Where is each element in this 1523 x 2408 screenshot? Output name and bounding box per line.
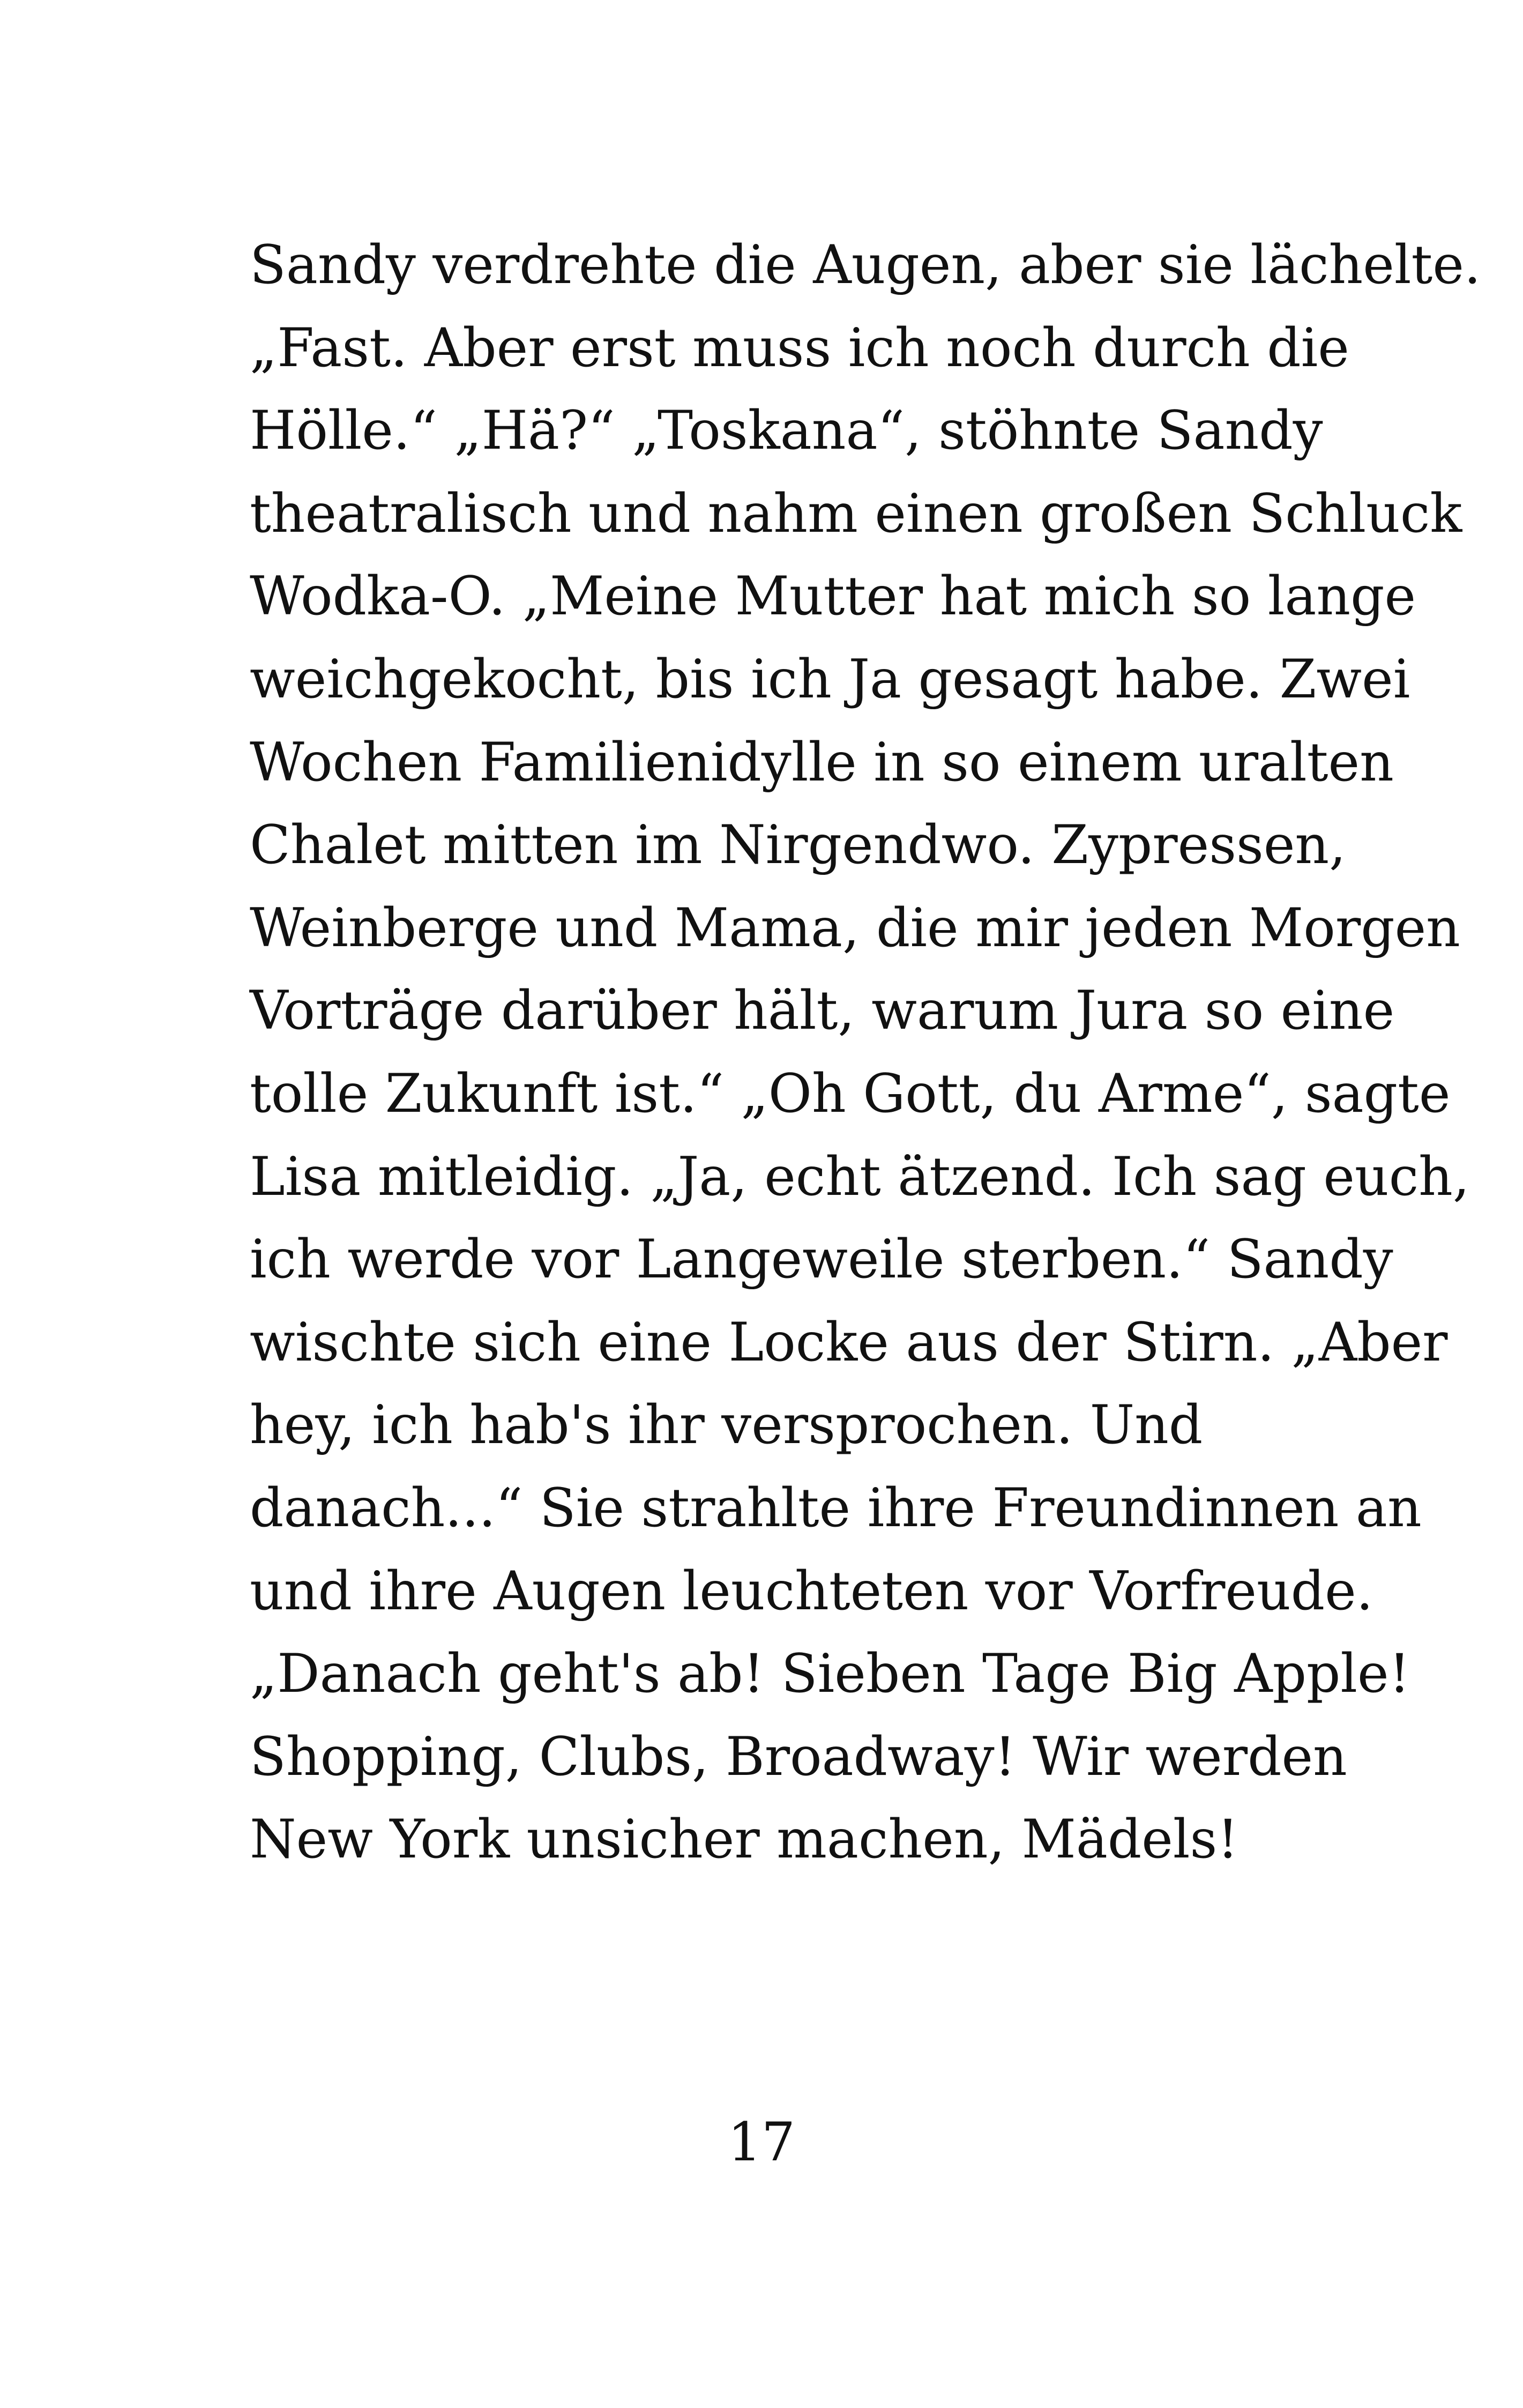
text-line-16: danach...“ Sie strahlte ihre Freundinnen an: [250, 1477, 1422, 1539]
text-line-5: Wodka-O. „Meine Mutter hat mich so lange: [250, 566, 1416, 628]
text-line-19: Shopping, Clubs, Broadway! Wir werden: [250, 1726, 1347, 1788]
page-number: 17: [728, 2112, 795, 2173]
text-line-1: Sandy verdrehte die Augen, aber sie lächelte.: [250, 234, 1481, 296]
text-line-4: theatralisch und nahm einen großen Schluck: [250, 482, 1462, 545]
text-line-2: „Fast. Aber erst muss ich noch durch die: [250, 317, 1349, 379]
text-line-14: wischte sich eine Locke aus der Stirn. „Aber: [250, 1311, 1448, 1373]
text-line-7: Wochen Familienidylle in so einem uralten: [250, 731, 1394, 793]
body-text: [250, 224, 1481, 1882]
text-line-9: Weinberge und Mama, die mir jeden Morgen: [250, 897, 1460, 959]
text-line-13: ich werde vor Langeweile sterben.“ Sandy: [250, 1229, 1393, 1291]
text-line-17: und ihre Augen leuchteten vor Vorfreude.: [250, 1560, 1373, 1622]
text-line-3: Hölle.“ „Hä?“ „Toskana“, stöhnte Sandy: [250, 400, 1323, 462]
text-line-11: tolle Zukunft ist.“ „Oh Gott, du Arme“, sagte: [250, 1062, 1451, 1125]
text-line-12: Lisa mitleidig. „Ja, echt ätzend. Ich sag euch,: [250, 1146, 1470, 1208]
text-line-6: weichgekocht, bis ich Ja gesagt habe. Zwei: [250, 648, 1410, 710]
text-line-8: Chalet mitten im Nirgendwo. Zypressen,: [250, 814, 1346, 876]
text-line-18: „Danach geht's ab! Sieben Tage Big Apple!: [250, 1643, 1410, 1705]
text-line-15: hey, ich hab's ihr versprochen. Und: [250, 1394, 1203, 1456]
text-line-10: Vorträge darüber hält, warum Jura so eine: [250, 980, 1395, 1042]
text-line-20: New York unsicher machen, Mädels!: [250, 1809, 1239, 1871]
